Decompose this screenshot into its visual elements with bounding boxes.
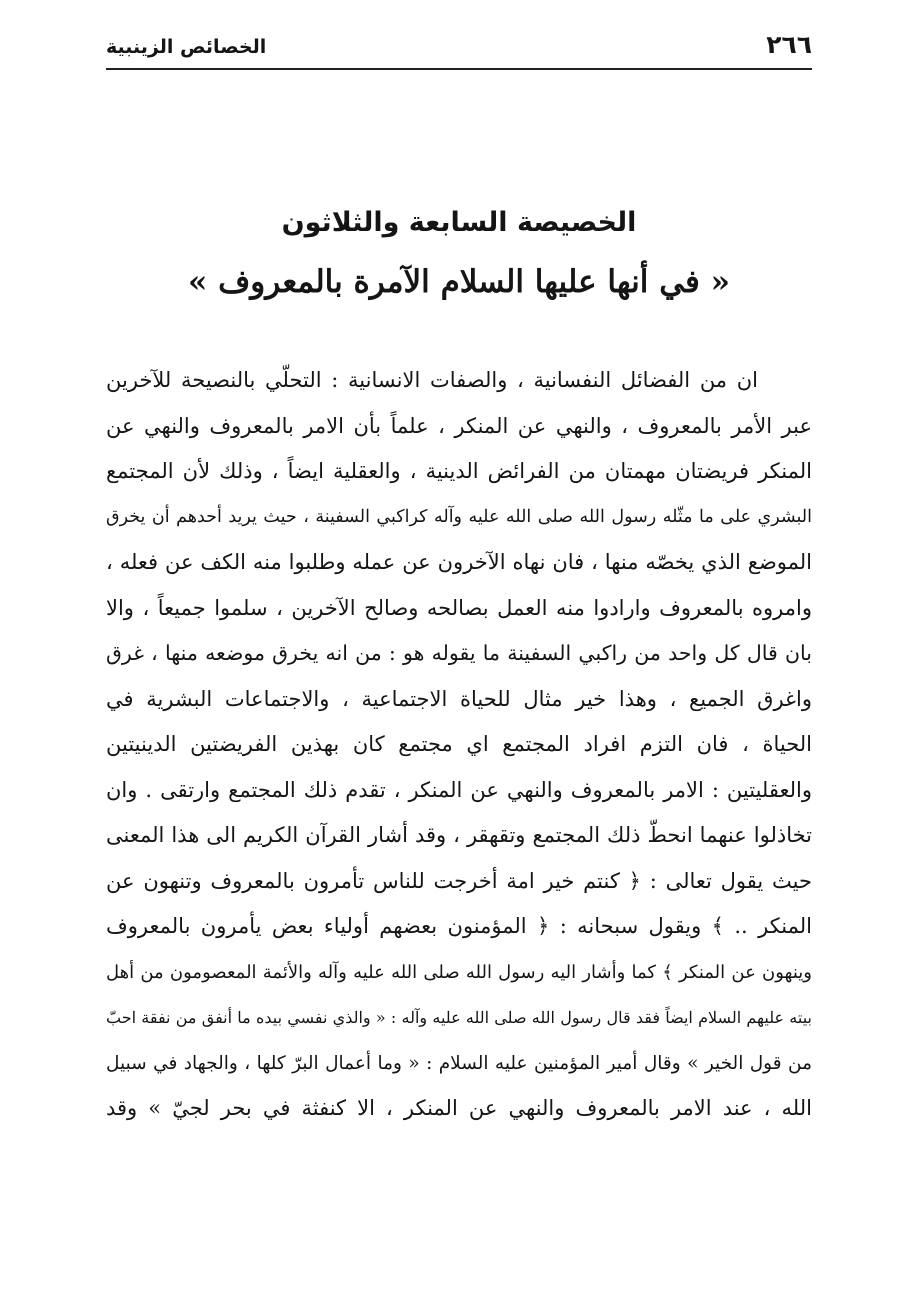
body-line: من قول الخير » وقال أمير المؤمنين عليه السلام : « وما أعمال البرّ كلها ، والجهاد في سبيل bbox=[106, 1052, 812, 1074]
body-text bbox=[106, 358, 812, 1132]
chapter-heading: الخصيصة السابعة والثلاثون bbox=[281, 207, 637, 238]
body-line: وينهون عن المنكر ﴾ كما وأشار اليه رسول الله صلى الله عليه وآله والأئمة المعصومون من أهل bbox=[106, 961, 812, 983]
body-line: الله ، عند الامر بالمعروف والنهي عن المنكر ، الا كنفثة في بحر لجيّ » وقد bbox=[106, 1096, 812, 1120]
body-line: واغرق الجميع ، وهذا خير مثال للحياة الاجتماعية ، والاجتماعات البشرية في bbox=[106, 686, 812, 711]
book-title: الخصائص الزينبية bbox=[106, 36, 267, 58]
chapter-subheading: « في أنها عليها السلام الآمرة بالمعروف » bbox=[187, 264, 731, 300]
body-line: عبر الأمر بالمعروف ، والنهي عن المنكر ، علماً بأن الامر بالمعروف والنهي عن bbox=[106, 413, 812, 438]
body-line: بيته عليهم السلام ايضاً فقد قال رسول الله صلى الله عليه وآله : « والذي نفسي بيده ما أنفق من نفقة احبّ bbox=[106, 1008, 812, 1027]
body-line: الموضع الذي يخصّه منها ، فان نهاه الآخرون عن عمله وطلبوا منه الكف عن فعله ، bbox=[106, 550, 812, 574]
body-line: البشري على ما مثّله رسول الله صلى الله عليه وآله كراكبي السفينة ، حيث يريد أحدهم أن يخرق bbox=[106, 506, 812, 527]
running-head bbox=[106, 28, 812, 70]
body-line: والعقليتين : الامر بالمعروف والنهي عن المنكر ، تقدم ذلك المجتمع وارتقى . وان bbox=[106, 777, 812, 802]
body-line: المنكر فريضتان مهمتان من الفرائض الدينية ، والعقلية ايضاً ، وذلك لأن المجتمع bbox=[106, 459, 812, 483]
body-line: المنكر .. ﴾ ويقول سبحانه : ﴿ المؤمنون بعضهم أولياء بعض يأمرون بالمعروف bbox=[106, 914, 812, 938]
body-line: الحياة ، فان التزم افراد المجتمع اي مجتمع كان بهذين الفريضتين الدينيتين bbox=[106, 732, 812, 756]
body-line: حيث يقول تعالى : ﴿ كنتم خير امة أخرجت للناس تأمرون بالمعروف وتنهون عن bbox=[106, 868, 812, 893]
body-line: تخاذلوا عنهما انحطّ ذلك المجتمع وتقهقر ، وقد أشار القرآن الكريم الى هذا المعنى bbox=[106, 823, 812, 847]
body-line: وامروه بالمعروف وارادوا منه العمل بصالحه وصالح الآخرين ، سلموا جميعاً ، والا bbox=[106, 595, 812, 620]
body-line: بان قال كل واحد من راكبي السفينة ما يقوله هو : من انه يخرق موضعه منها ، غرق bbox=[106, 641, 812, 665]
page-number: ٢٦٦ bbox=[766, 30, 812, 59]
body-line: ان من الفضائل النفسانية ، والصفات الانسانية : التحلّي بالنصيحة للآخرين bbox=[106, 368, 758, 392]
header-rule bbox=[106, 68, 812, 70]
